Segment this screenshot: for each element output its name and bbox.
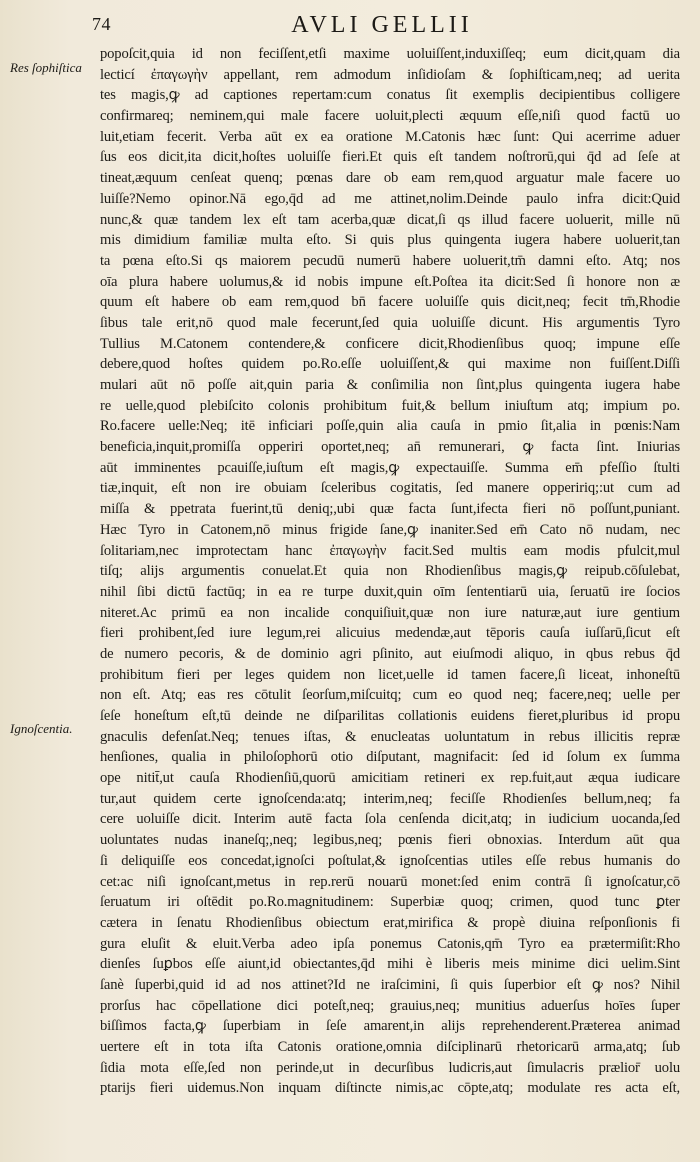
text-line: ſolitariam,nec improtectam hanc ἐπαγωγὴν facit.Sed multis eam modis pfulcit,mul: [100, 542, 680, 559]
text-line: uertere eſt in tota iſta Catonis oratione,omnia diſciplinarū rhetoricarū arma,atq; ſub: [100, 1039, 680, 1055]
text-line: re uelle,quod plebiſcito colonis prohibitum fuit,& bellum iniuſtum atq; impium po.: [100, 397, 680, 414]
text-line: confirmareq; neminem,qui male facere uoluit,plecti æquum eſſe,niſi quod factū uo: [100, 108, 680, 125]
text-line: fieri prohibent,ſed iure legum,rei alicuius medendæ,aut tēporis cauſa iuſſarū,ſicut eſt: [100, 625, 680, 642]
text-line: gnaculis defenſat.Neq; tenues iſtas, & enucleatas uoluntatum in rebus illicitis repræ: [100, 728, 680, 745]
text-line: ſus eos dicit,ita dicit,hoſtes uoluiſſe fieri.Et quis eſt tandem noſtrorū,qui q̄d ad ſeſe at: [100, 149, 680, 166]
page-number: 74: [92, 14, 111, 34]
text-line: popoſcit,quia id non feciſſent,etſi maxime uoluiſſent,induxiſſeq; eum dicit,quam dia: [100, 46, 680, 62]
text-line: mulari aūt nō poſſe ait,quin paria & conſimilia non ſint,plus quingenta iugera habe: [100, 377, 680, 393]
text-line: prorſus hac cōpellatione dici poteſt,neq; grauius,neq; munitius aduerſus hoīes ſuper: [100, 997, 680, 1014]
running-head: [92, 14, 672, 44]
text-line: prohibitum fieri per leges quidem non licet,uelle id tamen facere,ſi liceat, inhoneſtū: [100, 666, 680, 683]
text-line: ope nitit̄,ut cauſa Rhodienſiū,quorū amicitiam retineri ex rep.fuit,aut æqua iudicare: [100, 770, 680, 787]
text-line: tiæ,inquit, eſt non ire obuiam ſceleribus cogitatis, ſed manere oppeririq;:ut cum ad: [100, 480, 680, 497]
text-line: mis dimidium familiæ multa eſto. Si quis plus quingenta iugera habere uoluerit,tan: [100, 232, 680, 249]
text-line: tur,aut quidem certe ignoſcenda:atq; interim,neq; feciſſe Rhodienſes bellum,neq; fa: [100, 790, 680, 807]
text-line: non eſt. Atq; eas res cōtulit ſeorſum,miſcuitq; cum eo quod neq; facere,neq; uelle per: [100, 687, 680, 704]
text-line: oīa plura habere uolumus,& id nobis impune eſt.Poſtea ita dicit:Sed ſi honore non æ: [100, 273, 680, 290]
text-line: Ro.facere uelle:Neq; itē inficiari poſſe,quin alia cauſa in pmio ſit,alia in pœnis:Nam: [100, 418, 680, 435]
text-line: luit,etiam fecerit. Verba aūt ex ea oratione M.Catonis hæc ſunt: Qui acerrime aduer: [100, 128, 680, 145]
text-line: uoluntates nudas inaneſq;,neq; legibus,neq; pœnis fieri obnoxias. Interdum aūt qua: [100, 832, 680, 849]
text-line: tiſq; alijs argumentis conuelat.Et quia non Rhodienſibus magis,ꝙ reipub.cōſulebat,: [100, 563, 680, 580]
text-line: dienſes ſuꝑbos eſſe aiunt,id obiectantes,q̄d mihi è liberis meis minime dici uelim.Sint: [100, 956, 680, 973]
text-line: tineat,æquum cenſeat quenq; pœnas dare ob eam rem,quod arguatur male facere uo: [100, 170, 680, 187]
text-line: Hæc Tyro in Catonem,nō minus frigide ſane,ꝙ inaniter.Sed em̄ Cato nō nudam, nec: [100, 521, 680, 538]
text-line: miſſa & ppetrata fuerint,tū deniq;,ubi quæ facta ſunt,ifecta fieri nō poſſunt,puniant.: [100, 501, 680, 518]
margin-note: Res ſophiſtica: [10, 60, 82, 75]
text-line: ſeſe honeſtum eſt,tū deinde ne diſparilitas collationis euidens fieret,pluribus id propu: [100, 708, 680, 724]
text-line: ſibus tale erit,nō quod male fecerunt,ſed quia uoluiſſe dicunt. His argumentis Tyro: [100, 314, 680, 331]
text-line: lecticí ἐπαγωγὴν appellant, rem admodum inſidioſam & ſophiſticam,neq; ad uerita: [100, 66, 680, 83]
text-line: biſſimos facta,ꝙ ſuperbiam in ſeſe amarent,in alijs reprehenderent.Præterea animad: [100, 1018, 680, 1035]
text-line: ta pœna eſto.Si qs maiorem pecudū numerū habere uoluerit,tm̄ damni eſto. Atq; nos: [100, 252, 680, 269]
text-line: gura eluſit & eluit.Verba adeo ipſa ponemus Catonis,qm̄ Tyro ea prætermiſit:Rho: [100, 935, 680, 952]
text-line: luiſſe?Nemo opinor.Nā ego,q̄d ad me attinet,nolim.Deinde paulo infra dicit:Quid: [100, 190, 680, 207]
text-line: aūt imminentes pcauiſſe,iuſtum eſt magis,ꝙ expectauiſſe. Summa em̄ pfeſſio ſtulti: [100, 459, 680, 476]
text-line: debere,quod hoſtes quidem po.Ro.eſſe uoluiſſent,& qui maxime non fuiſſent.Diſſi: [100, 356, 680, 373]
text-line: cætera in ſenatu Rhodienſibus obiectum erat,mirifica & propè diuina reſponſionis fi: [100, 914, 680, 931]
text-line: nunc,& quæ tandem lex eſt tam acerba,quæ dicat,ſi qs illud facere uoluerit, mille nū: [100, 211, 680, 228]
text-line: nihil ſibi dictū factūq; in ea re turpe duxit,quin oīm ſententiarū uia, ſeruatū ire ſocios: [100, 583, 680, 600]
main-text: [100, 44, 680, 1099]
text-line: Tullius M.Catonem contendere,& conficere dicit,Rhodienſibus quoq; impune eſſe: [100, 335, 680, 352]
text-line: ſanè ſuperbi,quid id ad nos attinet?Id ne iraſcimini, ſi quis ſuperbior eſt ꝙ nos? Nihil: [100, 976, 680, 993]
text-line: niteret.Ac primū ea non incalide conquiſiuit,quæ non iure naturæ,aut iure gentium: [100, 604, 680, 621]
text-line: cet:ac niſi ignoſcant,metus in rep.rerū nouarū monet:ſed enim contrā ſi ignoſcatur,cō: [100, 873, 680, 890]
text-line: ſeruatum iri oſtēdit po.Ro.magnitudinem: Superbiæ quoq; crimen, quod tunc ꝑter: [100, 894, 680, 911]
margin-note: Ignoſcentia.: [10, 721, 73, 736]
text-line: ptarijs fieri uidemus.Non inquam diſtincte nimis,ac cōpte,atq; modulate res acta eſt,: [100, 1080, 680, 1097]
text-line: ſi deliquiſſe eos concedat,ignoſci poſtulat,& ignoſcentias utiles eſſe rebus humanis do: [100, 852, 680, 869]
text-line: de numero pecoris, & de dominio agri pſinito, aut eiuſmodi aliquo, in qbus rebus q̄d: [100, 645, 680, 662]
text-line: tes magis,ꝙ ad captiones repertam:cum conatus ſit exemplis decipientibus colligere: [100, 87, 680, 104]
text-line: ſidia mota eſſe,ſed non perinde,ut in decurſibus ludicris,aut ſimulacris prælior̄ uolu: [100, 1059, 680, 1076]
text-line: quum eſt habere ob eam rem,quod bn̄ facere uoluiſſe quis dicit,neq; fecit tm̄,Rhodie: [100, 294, 680, 311]
text-line: cere uoluiſſe dicit. Interim autē facta ſola cenſenda dicit,atq; in iudicium uocanda,ſed: [100, 811, 680, 828]
text-line: beneficia,inquit,promiſſa opperiri oportet,neq; an̄ remunerari, ꝙ facta ſint. Iniurias: [100, 439, 680, 456]
text-line: henſiones, qualia in philoſophorū otio diſputant, magnifacit: ſed id ſolum ex ſumma: [100, 749, 680, 766]
running-title: AVLI GELLII: [291, 12, 473, 38]
